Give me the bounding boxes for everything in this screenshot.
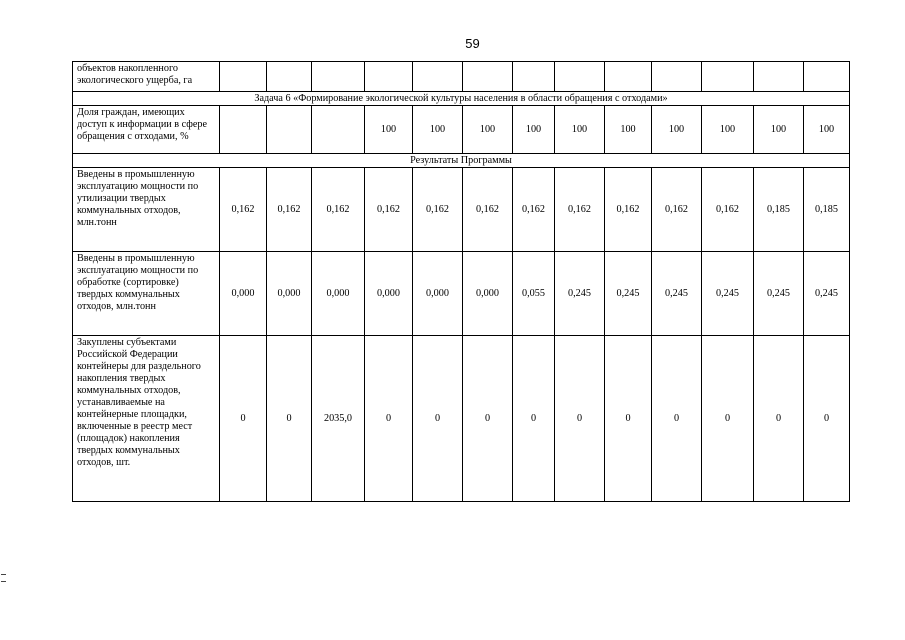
- table-cell: 100: [754, 106, 804, 154]
- table-cell: 0: [513, 336, 555, 502]
- table-cell: 0,000: [312, 252, 365, 336]
- table-cell: 100: [365, 106, 413, 154]
- table-cell: [702, 62, 754, 92]
- table-cell: [312, 106, 365, 154]
- table-cell: 0: [652, 336, 702, 502]
- row-label: Введены в промышленную эксплуатацию мощности по утилизации твердых коммунальных отходов, млн.тонн: [73, 168, 220, 252]
- table-cell: [605, 62, 652, 92]
- table-cell: 0,162: [267, 168, 312, 252]
- table-cell: 100: [702, 106, 754, 154]
- table-row-information-access: [73, 106, 850, 154]
- table-cell: 0: [220, 336, 267, 502]
- section-header-task6: Задача 6 «Формирование экологической культуры населения в области обращения с отходами»: [73, 92, 850, 106]
- table-cell: 0,000: [365, 252, 413, 336]
- table-cell: 0: [413, 336, 463, 502]
- table-cell: 100: [652, 106, 702, 154]
- table-cell: [220, 62, 267, 92]
- table-cell: 0,000: [267, 252, 312, 336]
- table-cell: 0,000: [220, 252, 267, 336]
- row-label: Доля граждан, имеющих доступ к информации в сфере обращения с отходами, %: [73, 106, 220, 154]
- table-cell: [413, 62, 463, 92]
- table-cell: [513, 62, 555, 92]
- table-cell: [365, 62, 413, 92]
- table-cell: 0,162: [652, 168, 702, 252]
- table-row-utilization-capacity: [73, 168, 850, 252]
- program-results-table: [72, 61, 850, 502]
- table-cell: 0,000: [413, 252, 463, 336]
- table-cell: [312, 62, 365, 92]
- table-row-containers: [73, 336, 850, 502]
- section-header-results: Результаты Программы: [73, 154, 850, 168]
- table-cell: 0,245: [754, 252, 804, 336]
- table-cell: [652, 62, 702, 92]
- table-cell: 0: [267, 336, 312, 502]
- table-cell: 0,162: [605, 168, 652, 252]
- row-label: Закуплены субъектами Российской Федерации контейнеры для раздельного накопления твердых коммунальных отходов, устанавливаемые на контейнерные площадки, включенные в реестр мест (площадок) накопления твердых коммунальных отходов, шт.: [73, 336, 220, 502]
- table-cell: 0,162: [413, 168, 463, 252]
- table-cell: 0,162: [312, 168, 365, 252]
- table-cell: 0: [754, 336, 804, 502]
- table-cell: 0,185: [754, 168, 804, 252]
- table-cell: 0: [555, 336, 605, 502]
- table-cell: [267, 62, 312, 92]
- section-row-results: [73, 154, 850, 168]
- table-cell: 0,162: [463, 168, 513, 252]
- table-cell: [804, 62, 850, 92]
- table-row-accumulated-damage: [73, 62, 850, 92]
- table-cell: [555, 62, 605, 92]
- table-cell: 0: [605, 336, 652, 502]
- table-cell: 0,245: [804, 252, 850, 336]
- section-row-task6: [73, 92, 850, 106]
- table-cell: 0,162: [702, 168, 754, 252]
- row-label: Введены в промышленную эксплуатацию мощности по обработке (сортировке) твердых коммунальных отходов, млн.тонн: [73, 252, 220, 336]
- table-cell: [267, 106, 312, 154]
- table-cell: [220, 106, 267, 154]
- table-cell: 0,055: [513, 252, 555, 336]
- table-cell: [754, 62, 804, 92]
- table-cell: 100: [463, 106, 513, 154]
- table-cell: 0: [702, 336, 754, 502]
- table-row-sorting-capacity: [73, 252, 850, 336]
- table-cell: 0,245: [555, 252, 605, 336]
- table-cell: 0,245: [605, 252, 652, 336]
- table-cell: [463, 62, 513, 92]
- table-cell: 0,162: [365, 168, 413, 252]
- table-cell: 100: [605, 106, 652, 154]
- table-cell: 0,185: [804, 168, 850, 252]
- table-cell: 0,162: [555, 168, 605, 252]
- table-cell: 0,162: [220, 168, 267, 252]
- table-cell: 2035,0: [312, 336, 365, 502]
- table-cell: 100: [555, 106, 605, 154]
- table-cell: 0: [365, 336, 413, 502]
- table-cell: 0,245: [702, 252, 754, 336]
- table-cell: 0,162: [513, 168, 555, 252]
- table-cell: 0: [804, 336, 850, 502]
- table-cell: 100: [513, 106, 555, 154]
- margin-mark: [1, 574, 6, 582]
- table-cell: 100: [804, 106, 850, 154]
- row-label: объектов накопленного экологического ущерба, га: [73, 62, 220, 92]
- table-cell: 0: [463, 336, 513, 502]
- table-cell: 0,245: [652, 252, 702, 336]
- table-cell: 0,000: [463, 252, 513, 336]
- page-number: 59: [465, 36, 480, 51]
- table-cell: 100: [413, 106, 463, 154]
